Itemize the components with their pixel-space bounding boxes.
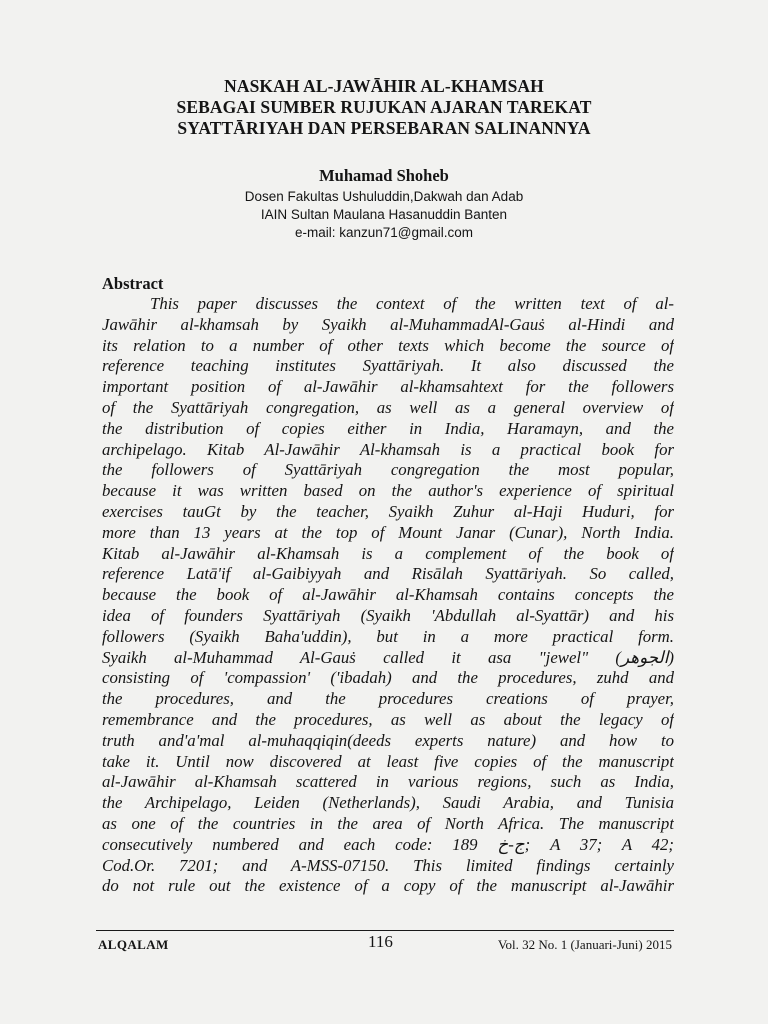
author-block xyxy=(0,166,768,242)
abstract-line: Syaikh al-Muhammad Al-Gauṡ called it asa "jewel" (الجوهر) xyxy=(102,647,674,667)
abstract-line: of the Syattāriyah congregation, as well as a general overview of xyxy=(102,397,674,417)
abstract-line: because the book of al-Jawāhir al-Khamsah contains concepts the xyxy=(102,585,674,605)
abstract-line: because it was written based on the author's experience of spiritual xyxy=(102,481,674,501)
abstract-line: Jawāhir al-khamsah by Syaikh al-MuhammadAl-Gauṡ al-Hindi and xyxy=(102,314,674,334)
abstract-line: followers (Syaikh Baha'uddin), but in a more practical form. xyxy=(102,626,674,646)
article-title xyxy=(0,76,768,139)
abstract-line: reference Latā'if al-Gaibiyyah and Risālah Syattāriyah. So called, xyxy=(102,564,674,584)
abstract-line: the distribution of copies either in India, Haramayn, and the xyxy=(102,418,674,438)
abstract-line: more than 13 years at the top of Mount Janar (Cunar), North India. xyxy=(102,522,674,542)
abstract-line: the procedures, and the procedures creations of prayer, xyxy=(102,689,674,709)
abstract-line: as one of the countries in the area of North Africa. The manuscript xyxy=(102,813,674,833)
abstract-line: remembrance and the procedures, as well as about the legacy of xyxy=(102,709,674,729)
abstract-line: its relation to a number of other texts which become the source of xyxy=(102,335,674,355)
abstract-line: exercises tauGt by the teacher, Syaikh Zuhur al-Haji Huduri, for xyxy=(102,501,674,521)
title-line: SYATTĀRIYAH DAN PERSEBARAN SALINANNYA xyxy=(177,118,591,138)
abstract-line: the followers of Syattāriyah congregation the most popular, xyxy=(102,460,674,480)
abstract-line: take it. Until now discovered at least five copies of the manuscript xyxy=(102,751,674,771)
abstract-line: archipelago. Kitab Al-Jawāhir Al-khamsah is a practical book for xyxy=(102,439,674,459)
abstract-body xyxy=(102,294,674,897)
title-line: SEBAGAI SUMBER RUJUKAN AJARAN TAREKAT xyxy=(176,97,592,117)
abstract-line: important position of al-Jawāhir al-khamsahtext for the followers xyxy=(102,377,674,397)
footer-rule xyxy=(96,930,674,931)
abstract-line: reference teaching institutes Syattāriyah. It also discussed the xyxy=(102,356,674,376)
abstract-line: do not rule out the existence of a copy of the manuscript al-Jawāhir xyxy=(102,876,674,896)
abstract-line: Kitab al-Jawāhir al-Khamsah is a complement of the book of xyxy=(102,543,674,563)
volume-info: Vol. 32 No. 1 (Januari-Juni) 2015 xyxy=(497,937,672,952)
author-name: Muhamad Shoheb xyxy=(319,166,449,185)
abstract-line: consisting of 'compassion' ('ibadah) and the procedures, zuhd and xyxy=(102,668,674,688)
abstract-line: truth and'a'mal al-muhaqqiqin(deeds experts nature) and how to xyxy=(102,730,674,750)
abstract-line: Cod.Or. 7201; and A-MSS-07150. This limited findings certainly xyxy=(102,855,674,875)
abstract-line: al-Jawāhir al-Khamsah scattered in various regions, such as India, xyxy=(102,772,674,792)
title-line: NASKAH AL-JAWĀHIR AL-KHAMSAH xyxy=(224,76,544,96)
abstract-line: consecutively numbered and each code: 189 ج-خ; A 37; A 42; xyxy=(102,834,674,854)
abstract-line: the Archipelago, Leiden (Netherlands), Saudi Arabia, and Tunisia xyxy=(102,793,674,813)
journal-name: ALQALAM xyxy=(98,937,169,952)
author-affiliation: Dosen Fakultas Ushuluddin,Dakwah dan Adab xyxy=(244,189,524,204)
page-footer xyxy=(96,932,674,954)
abstract-heading: Abstract xyxy=(102,274,164,293)
abstract-line: idea of founders Syattāriyah (Syaikh 'Abdullah al-Syattār) and his xyxy=(102,605,674,625)
author-affiliation: IAIN Sultan Maulana Hasanuddin Banten xyxy=(260,207,508,222)
abstract-line: This paper discusses the context of the written text of al- xyxy=(150,294,674,313)
author-email: e-mail: kanzun71@gmail.com xyxy=(294,225,474,240)
page-number: 116 xyxy=(368,932,393,951)
